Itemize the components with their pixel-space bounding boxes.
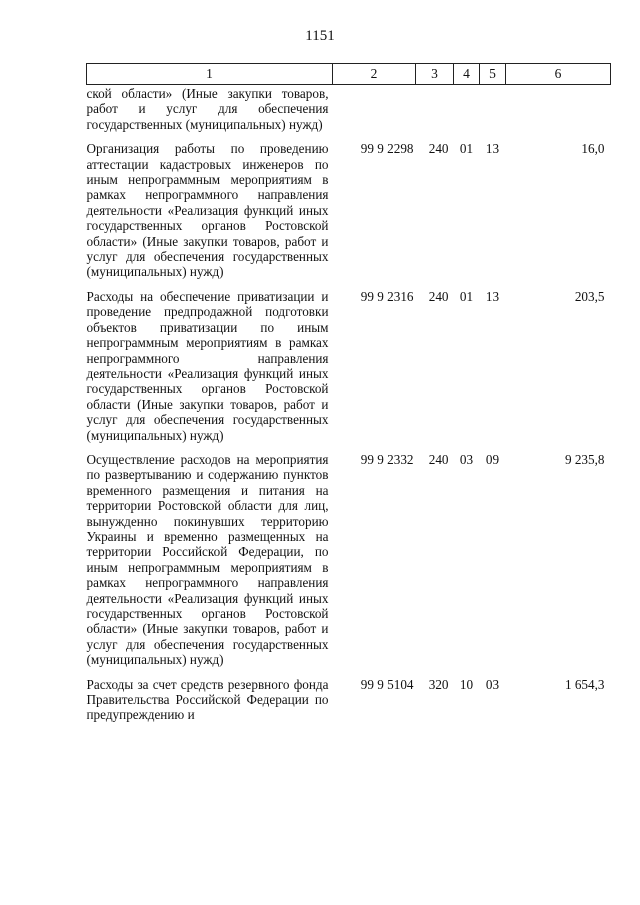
header-col-2: 2	[333, 64, 416, 85]
row-expense-type	[416, 85, 454, 133]
row-section	[454, 85, 480, 133]
row-section: 03	[459, 451, 474, 467]
row-expense-type: 240	[428, 288, 449, 304]
row-description: ской области» (Иные закупки товаров, работ и услуг для обеспечения государственных (муниципальных) нужд)	[86, 86, 329, 132]
table-row	[87, 85, 611, 133]
row-code: 99 9 2298	[360, 141, 414, 157]
table-row	[87, 668, 611, 723]
header-col-6: 6	[506, 64, 611, 85]
page-number: 1151	[305, 28, 335, 44]
row-expense-type: 240	[428, 141, 449, 157]
header-col-1: 1	[87, 64, 333, 85]
row-subsection: 09	[485, 451, 500, 467]
header-col-3: 3	[416, 64, 454, 85]
budget-table	[86, 63, 611, 723]
row-amount	[506, 85, 611, 133]
row-amount: 9 235,8	[564, 451, 605, 467]
row-description: Организация работы по проведению аттестации кадастровых инженеров по иным непрограммным мероприятиям в рамках непрограммного направления деятельности «Реализация функций иных государственных органов Ростовской области» (Иные закупки товаров, работ и услуг для обеспечения государственных (муниципальных) нужд)	[86, 141, 329, 280]
row-section: 10	[459, 676, 474, 692]
row-section: 01	[459, 141, 474, 157]
row-subsection: 13	[485, 141, 500, 157]
table-row	[87, 280, 611, 443]
row-amount: 1 654,3	[564, 676, 605, 692]
table-row	[87, 132, 611, 280]
row-amount: 16,0	[581, 141, 605, 157]
row-description: Осуществление расходов на мероприятия по развертыванию и содержанию пунктов временного размещения и питания на территории Ростовской области для лиц, вынужденно покинувших территорию Украины и временно размещенных на территории Российской Федерации, по иным непрограммным мероприятиям в рамках непрограммного направления деятельности «Реализация функций иных государственных органов Ростовской области» (Иные закупки товаров, работ и услуг для обеспечения государственных (муниципальных) нужд)	[86, 451, 329, 668]
row-code	[333, 85, 416, 133]
row-description: Расходы за счет средств резервного фонда Правительства Российской Федерации по предупреждению и	[86, 676, 329, 723]
header-col-4: 4	[454, 64, 480, 85]
row-section: 01	[459, 288, 474, 304]
row-expense-type: 240	[428, 451, 449, 467]
row-expense-type: 320	[428, 676, 449, 692]
row-code: 99 9 2332	[360, 451, 414, 467]
row-code: 99 9 5104	[360, 676, 414, 692]
table-row	[87, 443, 611, 668]
header-col-5: 5	[480, 64, 506, 85]
row-amount: 203,5	[574, 288, 605, 304]
row-subsection	[480, 85, 506, 133]
row-code: 99 9 2316	[360, 288, 414, 304]
row-subsection: 03	[485, 676, 500, 692]
header-row	[87, 64, 611, 85]
row-subsection: 13	[485, 288, 500, 304]
row-description: Расходы на обеспечение приватизации и проведение предпродажной подготовки объектов приватизации по иным непрограммным мероприятиям в рамках непрограммного направления деятельности «Реализация функций иных государственных органов Ростовской области (Иные закупки товаров, работ и услуг для обеспечения государственных (муниципальных) нужд)	[86, 288, 329, 443]
